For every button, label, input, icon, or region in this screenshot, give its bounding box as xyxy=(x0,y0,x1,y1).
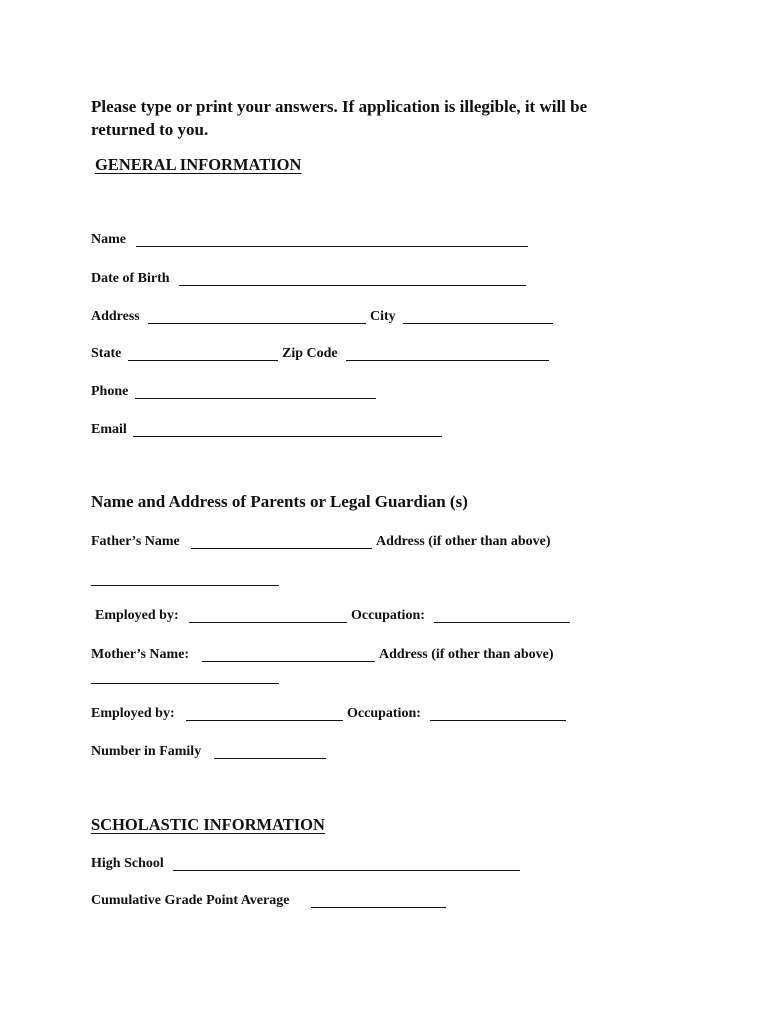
father-address-label: Address (if other than above) xyxy=(376,534,551,549)
mothers-name-label: Mother’s Name: xyxy=(91,647,190,662)
email-label: Email xyxy=(91,422,127,437)
city-field-line[interactable] xyxy=(403,323,553,324)
father-occupation-label: Occupation: xyxy=(351,608,425,623)
mother-employed-by-label: Employed by: xyxy=(91,706,175,721)
mother-address-label: Address (if other than above) xyxy=(379,647,554,662)
number-in-family-label: Number in Family xyxy=(91,744,202,759)
date-of-birth-field-line[interactable] xyxy=(179,285,526,286)
mother-address-field-line[interactable] xyxy=(91,683,279,684)
zip-code-label: Zip Code xyxy=(282,346,338,361)
general-information-heading: GENERAL INFORMATION xyxy=(95,155,302,174)
high-school-label: High School xyxy=(91,856,164,871)
mother-occupation-label: Occupation: xyxy=(347,706,421,721)
phone-label: Phone xyxy=(91,384,129,399)
parents-guardian-heading: Name and Address of Parents or Legal Guardian (s) xyxy=(91,492,468,511)
fathers-name-field-line[interactable] xyxy=(191,548,372,549)
father-employed-by-field-line[interactable] xyxy=(189,622,347,623)
instructions-text: Please type or print your answers. If application is illegible, it will be returned to you. xyxy=(91,97,588,139)
city-label: City xyxy=(370,309,396,324)
date-of-birth-label: Date of Birth xyxy=(91,271,170,286)
mothers-name-field-line[interactable] xyxy=(202,661,375,662)
gpa-field-line[interactable] xyxy=(311,907,446,908)
father-employed-by-label: Employed by: xyxy=(95,608,179,623)
father-occupation-field-line[interactable] xyxy=(434,622,570,623)
state-label: State xyxy=(91,346,122,361)
mother-employed-by-field-line[interactable] xyxy=(186,720,343,721)
fathers-name-label: Father’s Name xyxy=(91,534,180,549)
name-label: Name xyxy=(91,232,126,247)
zip-code-field-line[interactable] xyxy=(346,360,549,361)
scholastic-information-heading: SCHOLASTIC INFORMATION xyxy=(91,815,325,834)
mother-occupation-field-line[interactable] xyxy=(430,720,566,721)
number-in-family-field-line[interactable] xyxy=(214,758,326,759)
state-field-line[interactable] xyxy=(128,360,278,361)
high-school-field-line[interactable] xyxy=(173,870,520,871)
address-field-line[interactable] xyxy=(148,323,366,324)
phone-field-line[interactable] xyxy=(135,398,376,399)
address-label: Address xyxy=(91,309,140,324)
name-field-line[interactable] xyxy=(136,246,528,247)
gpa-label: Cumulative Grade Point Average xyxy=(91,893,290,908)
email-field-line[interactable] xyxy=(133,436,442,437)
father-address-field-line[interactable] xyxy=(91,585,279,586)
